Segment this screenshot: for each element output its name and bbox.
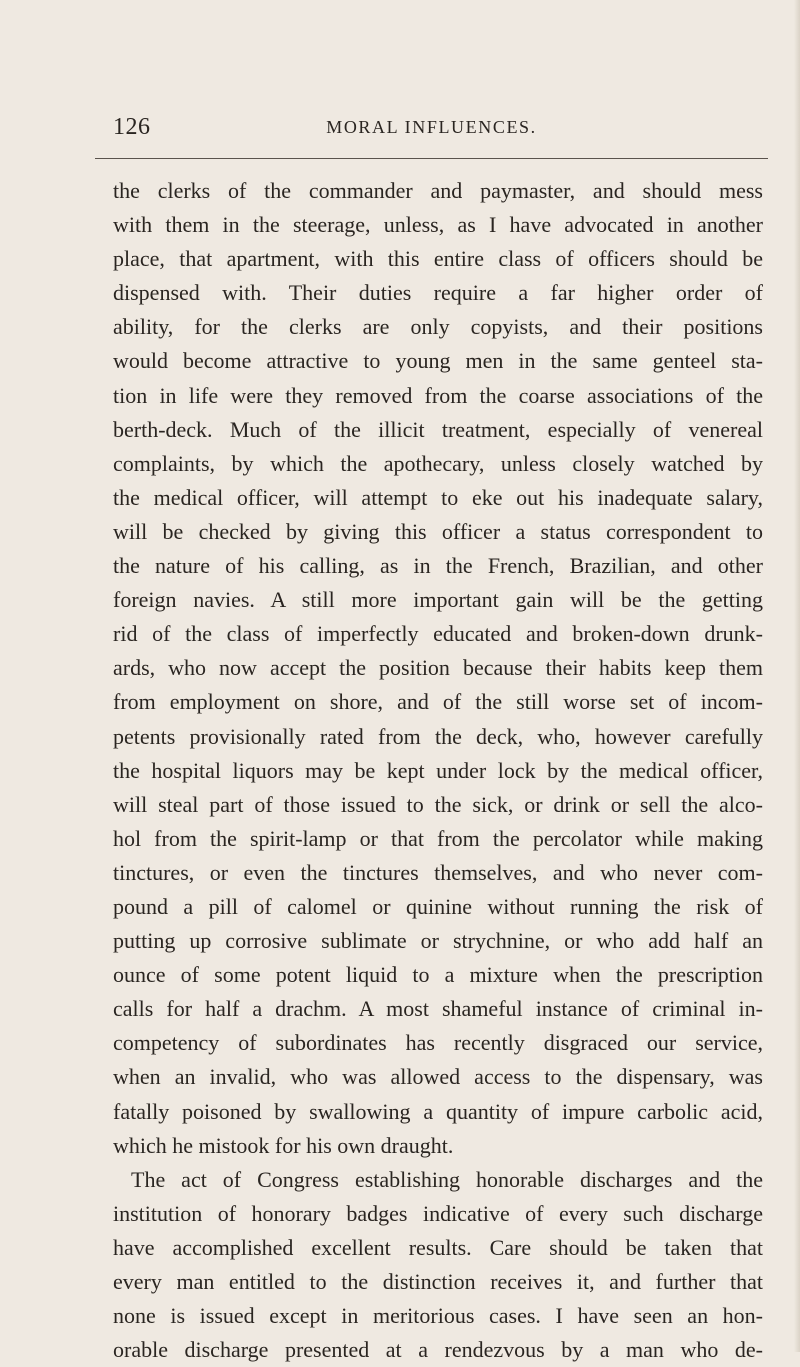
text-line: pound a pill of calomel or quinine without running the risk of: [113, 893, 763, 919]
text-line: petents provisionally rated from the deck, who, however carefully: [113, 723, 763, 749]
text-line: orable discharge presented at a rendezvous by a man who de-: [113, 1337, 763, 1363]
text-line: every man entitled to the distinction receives it, and further that: [113, 1269, 763, 1294]
page-edge-shadow: [794, 0, 800, 1352]
running-head: [95, 114, 768, 142]
text-line: institution of honorary badges indicative of every such discharge: [113, 1200, 763, 1226]
text-line: The act of Congress establishing honorable discharges and the: [131, 1166, 763, 1192]
text-line: place, that apartment, with this entire class of officers should be: [113, 246, 763, 272]
text-line: calls for half a drachm. A most shameful instance of criminal in-: [113, 996, 763, 1022]
text-line: ability, for the clerks are only copyists, and their positions: [113, 314, 763, 340]
text-line: none is issued except in meritorious cases. I have seen an hon-: [113, 1303, 763, 1329]
text-line: complaints, by which the apothecary, unless closely watched by: [113, 450, 763, 476]
text-line: dispensed with. Their duties require a far higher order of: [113, 280, 763, 306]
text-line: foreign navies. A still more important gain will be the getting: [113, 587, 763, 613]
text-line: ards, who now accept the position because their habits keep them: [113, 655, 763, 681]
text-line: with them in the steerage, unless, as I have advocated in another: [113, 212, 763, 238]
text-line: will steal part of those issued to the sick, or drink or sell the alco-: [113, 791, 763, 817]
text-line: which he mistook for his own draught.: [113, 1132, 454, 1158]
text-line: the medical officer, will attempt to eke out his inadequate salary,: [113, 484, 763, 510]
text-line: tinctures, or even the tinctures themselves, and who never com-: [113, 859, 763, 885]
text-line: competency of subordinates has recently disgraced our service,: [113, 1030, 763, 1056]
body-text: [113, 174, 763, 1367]
text-line: rid of the class of imperfectly educated and broken-down drunk-: [113, 621, 763, 647]
text-line: have accomplished excellent results. Care should be taken that: [113, 1234, 763, 1260]
page-number: 126: [113, 114, 151, 140]
text-line: would become attractive to young men in the same genteel sta-: [113, 348, 763, 374]
text-line: berth-deck. Much of the illicit treatment, especially of venereal: [113, 416, 763, 442]
running-title: MORAL INFLUENCES.: [326, 117, 537, 137]
text-line: from employment on shore, and of the still worse set of incom-: [113, 689, 763, 715]
text-line: ounce of some potent liquid to a mixture when the prescription: [113, 962, 763, 988]
text-line: fatally poisoned by swallowing a quantity of impure carbolic acid,: [113, 1098, 763, 1124]
text-line: the hospital liquors may be kept under lock by the medical officer,: [113, 757, 763, 783]
text-line: putting up corrosive sublimate or strychnine, or who add half an: [113, 928, 763, 954]
text-line: when an invalid, who was allowed access to the dispensary, was: [113, 1064, 763, 1090]
header-rule: [95, 158, 768, 159]
text-line: hol from the spirit-lamp or that from the percolator while making: [113, 825, 763, 851]
text-line: tion in life were they removed from the coarse associations of the: [113, 382, 763, 408]
text-line: the clerks of the commander and paymaster, and should mess: [113, 178, 763, 203]
text-line: will be checked by giving this officer a status correspondent to: [113, 518, 763, 544]
text-line: the nature of his calling, as in the French, Brazilian, and other: [113, 553, 763, 579]
